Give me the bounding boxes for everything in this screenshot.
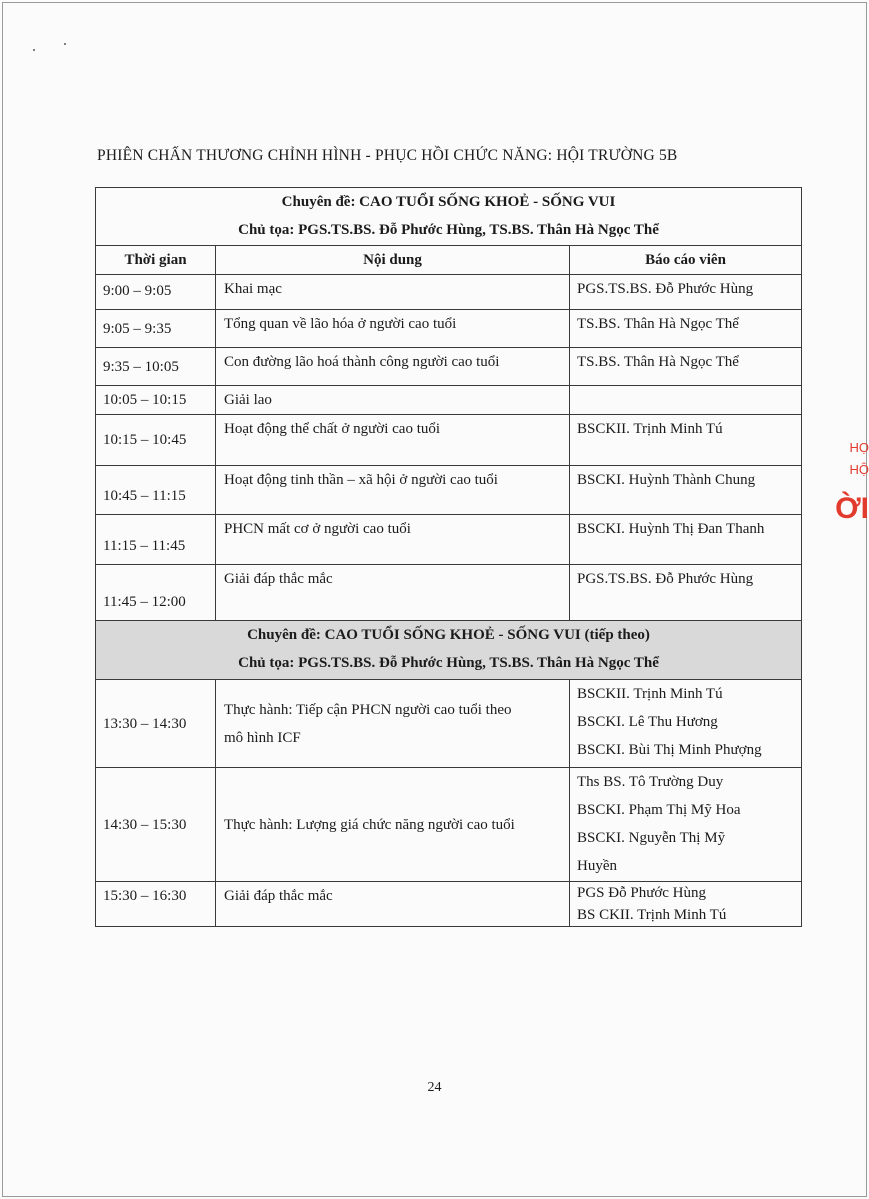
topic-title: Chuyên đề: CAO TUỔI SỐNG KHOẺ - SỐNG VUI [281,194,616,210]
speaker-cell: TS.BS. Thân Hà Ngọc Thể [570,310,802,348]
table-row [96,466,802,515]
content-cell [216,680,570,768]
speaker-line: BSCKI. Phạm Thị Mỹ Hoa [577,802,741,818]
table-row [96,386,802,415]
content-cell: Giải đáp thắc mắc [216,565,570,621]
content-cell: Giải lao [216,386,570,415]
content-cell: Hoạt động thể chất ở người cao tuổi [216,415,570,466]
column-header-content: Nội dung [216,246,570,275]
scan-speck [64,43,66,45]
speaker-line: Ths BS. Tô Trường Duy [577,774,724,790]
time-cell: 13:30 – 14:30 [96,680,216,768]
edge-mark: ỜI [835,492,869,525]
page-number: 24 [427,1080,442,1095]
topic-chair: Chủ tọa: PGS.TS.BS. Đỗ Phước Hùng, TS.BS. Thân Hà Ngọc Thể [238,655,659,671]
topic-header-row [96,621,802,680]
speaker-cell: TS.BS. Thân Hà Ngọc Thể [570,348,802,386]
content-cell: Con đường lão hoá thành công người cao tuổi [216,348,570,386]
time-cell: 9:35 – 10:05 [96,348,216,386]
speaker-cell: BSCKII. Trịnh Minh Tú [570,415,802,466]
speaker-cell [570,882,802,927]
speaker-cell [570,386,802,415]
table-row [96,310,802,348]
table-row [96,768,802,882]
schedule-table [95,187,802,927]
content-cell: PHCN mất cơ ở người cao tuổi [216,515,570,565]
speaker-line: BSCKI. Bùi Thị Minh Phượng [577,742,762,758]
edge-mark: HỌ [849,440,869,455]
content-cell [216,768,570,882]
table-row [96,515,802,565]
session-heading: PHIÊN CHẤN THƯƠNG CHỈNH HÌNH - PHỤC HỒI CHỨC NĂNG: HỘI TRƯỜNG 5B [97,147,678,164]
content-line: Giải đáp thắc mắc [224,888,333,904]
speaker-cell: BSCKI. Huỳnh Thành Chung [570,466,802,515]
column-header-row [96,246,802,275]
time-cell: 15:30 – 16:30 [96,882,216,927]
speaker-line: BSCKI. Lê Thu Hương [577,714,718,730]
time-cell: 9:00 – 9:05 [96,275,216,310]
speaker-line: BSCKI. Nguyễn Thị Mỹ [577,830,726,846]
content-line: Thực hành: Lượng giá chức năng người cao tuổi [224,816,515,833]
topic-header-row [96,188,802,246]
speaker-line: PGS Đỗ Phước Hùng [577,885,706,901]
topic-title: Chuyên đề: CAO TUỔI SỐNG KHOẺ - SỐNG VUI (tiếp theo) [247,627,650,643]
table-row [96,882,802,927]
table-row [96,275,802,310]
speaker-line: BS CKII. Trịnh Minh Tú [577,907,727,923]
speaker-cell: BSCKI. Huỳnh Thị Đan Thanh [570,515,802,565]
content-cell [216,882,570,927]
topic-chair: Chủ tọa: PGS.TS.BS. Đỗ Phước Hùng, TS.BS. Thân Hà Ngọc Thể [238,222,659,238]
time-cell: 9:05 – 9:35 [96,310,216,348]
content-line: Thực hành: Tiếp cận PHCN người cao tuổi theo [224,701,512,718]
edge-mark: HỘ [849,462,869,477]
table-row [96,348,802,386]
speaker-cell: PGS.TS.BS. Đỗ Phước Hùng [570,275,802,310]
speaker-cell: PGS.TS.BS. Đỗ Phước Hùng [570,565,802,621]
topic-header [96,188,802,246]
table-row [96,565,802,621]
content-cell: Hoạt động tinh thần – xã hội ở người cao tuổi [216,466,570,515]
scan-speck [33,49,35,51]
table-row [96,415,802,466]
column-header-speaker: Báo cáo viên [570,246,802,275]
table-row [96,680,802,768]
time-cell: 10:45 – 11:15 [96,466,216,515]
topic-header [96,621,802,680]
time-cell: 10:05 – 10:15 [96,386,216,415]
content-cell: Khai mạc [216,275,570,310]
speaker-line: BSCKII. Trịnh Minh Tú [577,686,723,702]
speaker-cell [570,768,802,882]
time-cell: 10:15 – 10:45 [96,415,216,466]
content-line: mô hình ICF [224,729,301,746]
content-cell: Tổng quan về lão hóa ở người cao tuổi [216,310,570,348]
speaker-line: Huyền [577,858,617,874]
time-cell: 11:45 – 12:00 [96,565,216,621]
speaker-cell [570,680,802,768]
time-cell: 11:15 – 11:45 [96,515,216,565]
column-header-time: Thời gian [96,246,216,275]
time-cell: 14:30 – 15:30 [96,768,216,882]
